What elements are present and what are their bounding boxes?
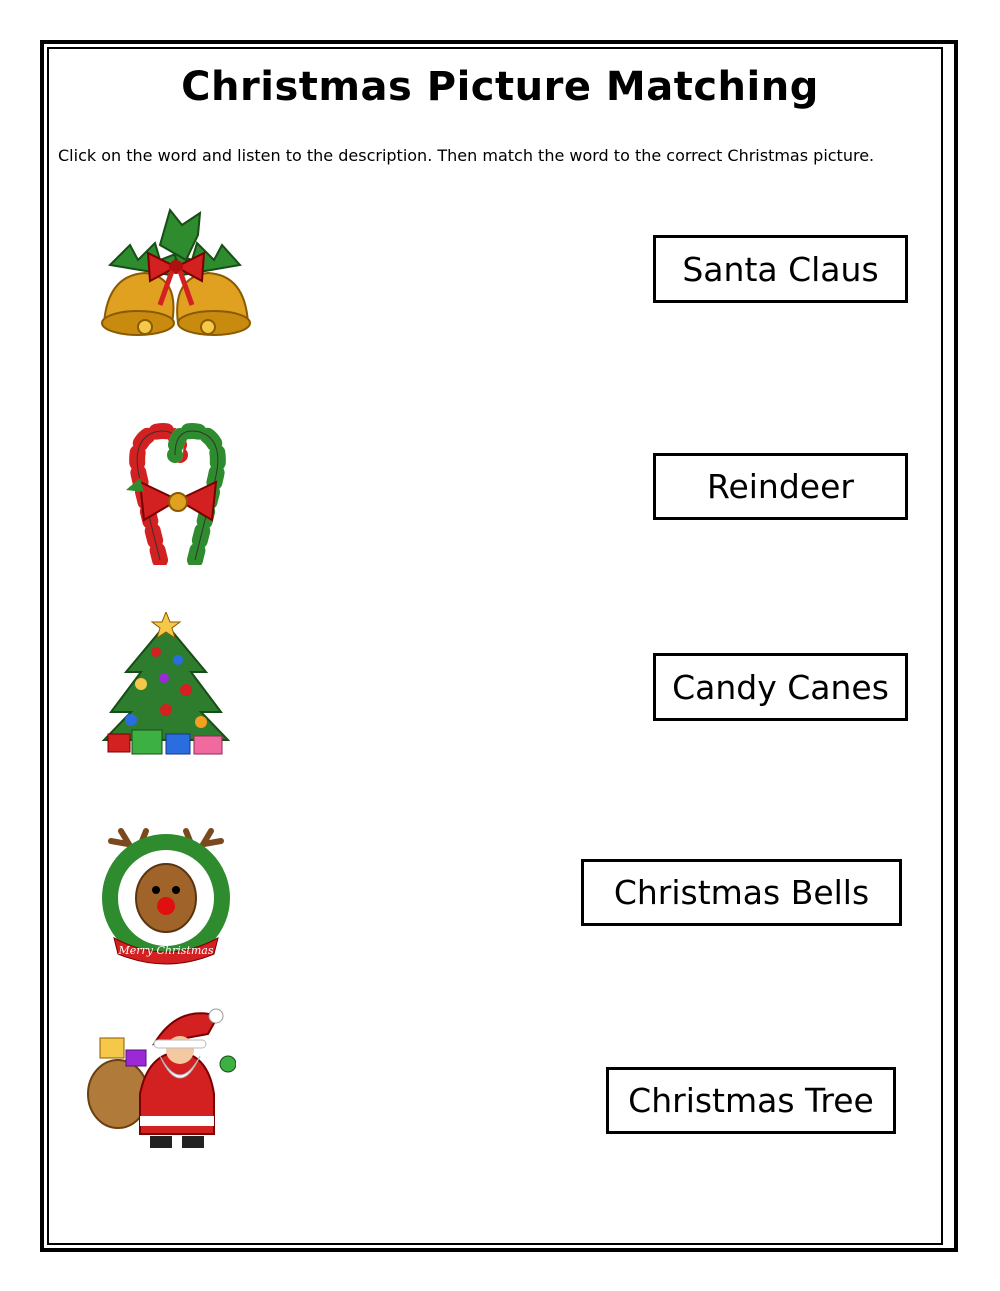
santa-claus-icon[interactable] [78, 1004, 236, 1152]
christmas-tree-icon[interactable] [96, 612, 236, 760]
word-box-christmas-tree[interactable]: Christmas Tree [606, 1067, 896, 1134]
wreath-caption: Merry Christmas [118, 944, 214, 957]
christmas-bells-icon[interactable] [90, 205, 262, 345]
word-box-reindeer[interactable]: Reindeer [653, 453, 908, 520]
word-box-santa-claus[interactable]: Santa Claus [653, 235, 908, 303]
page-title: Christmas Picture Matching [181, 64, 819, 110]
word-box-candy-canes[interactable]: Candy Canes [653, 653, 908, 721]
candy-canes-icon[interactable] [100, 420, 250, 565]
instructions-text: Click on the word and listen to the description. Then match the word to the correct Christmas picture. [58, 146, 875, 165]
reindeer-wreath-icon[interactable] [96, 826, 236, 966]
word-box-christmas-bells[interactable]: Christmas Bells [581, 859, 902, 926]
